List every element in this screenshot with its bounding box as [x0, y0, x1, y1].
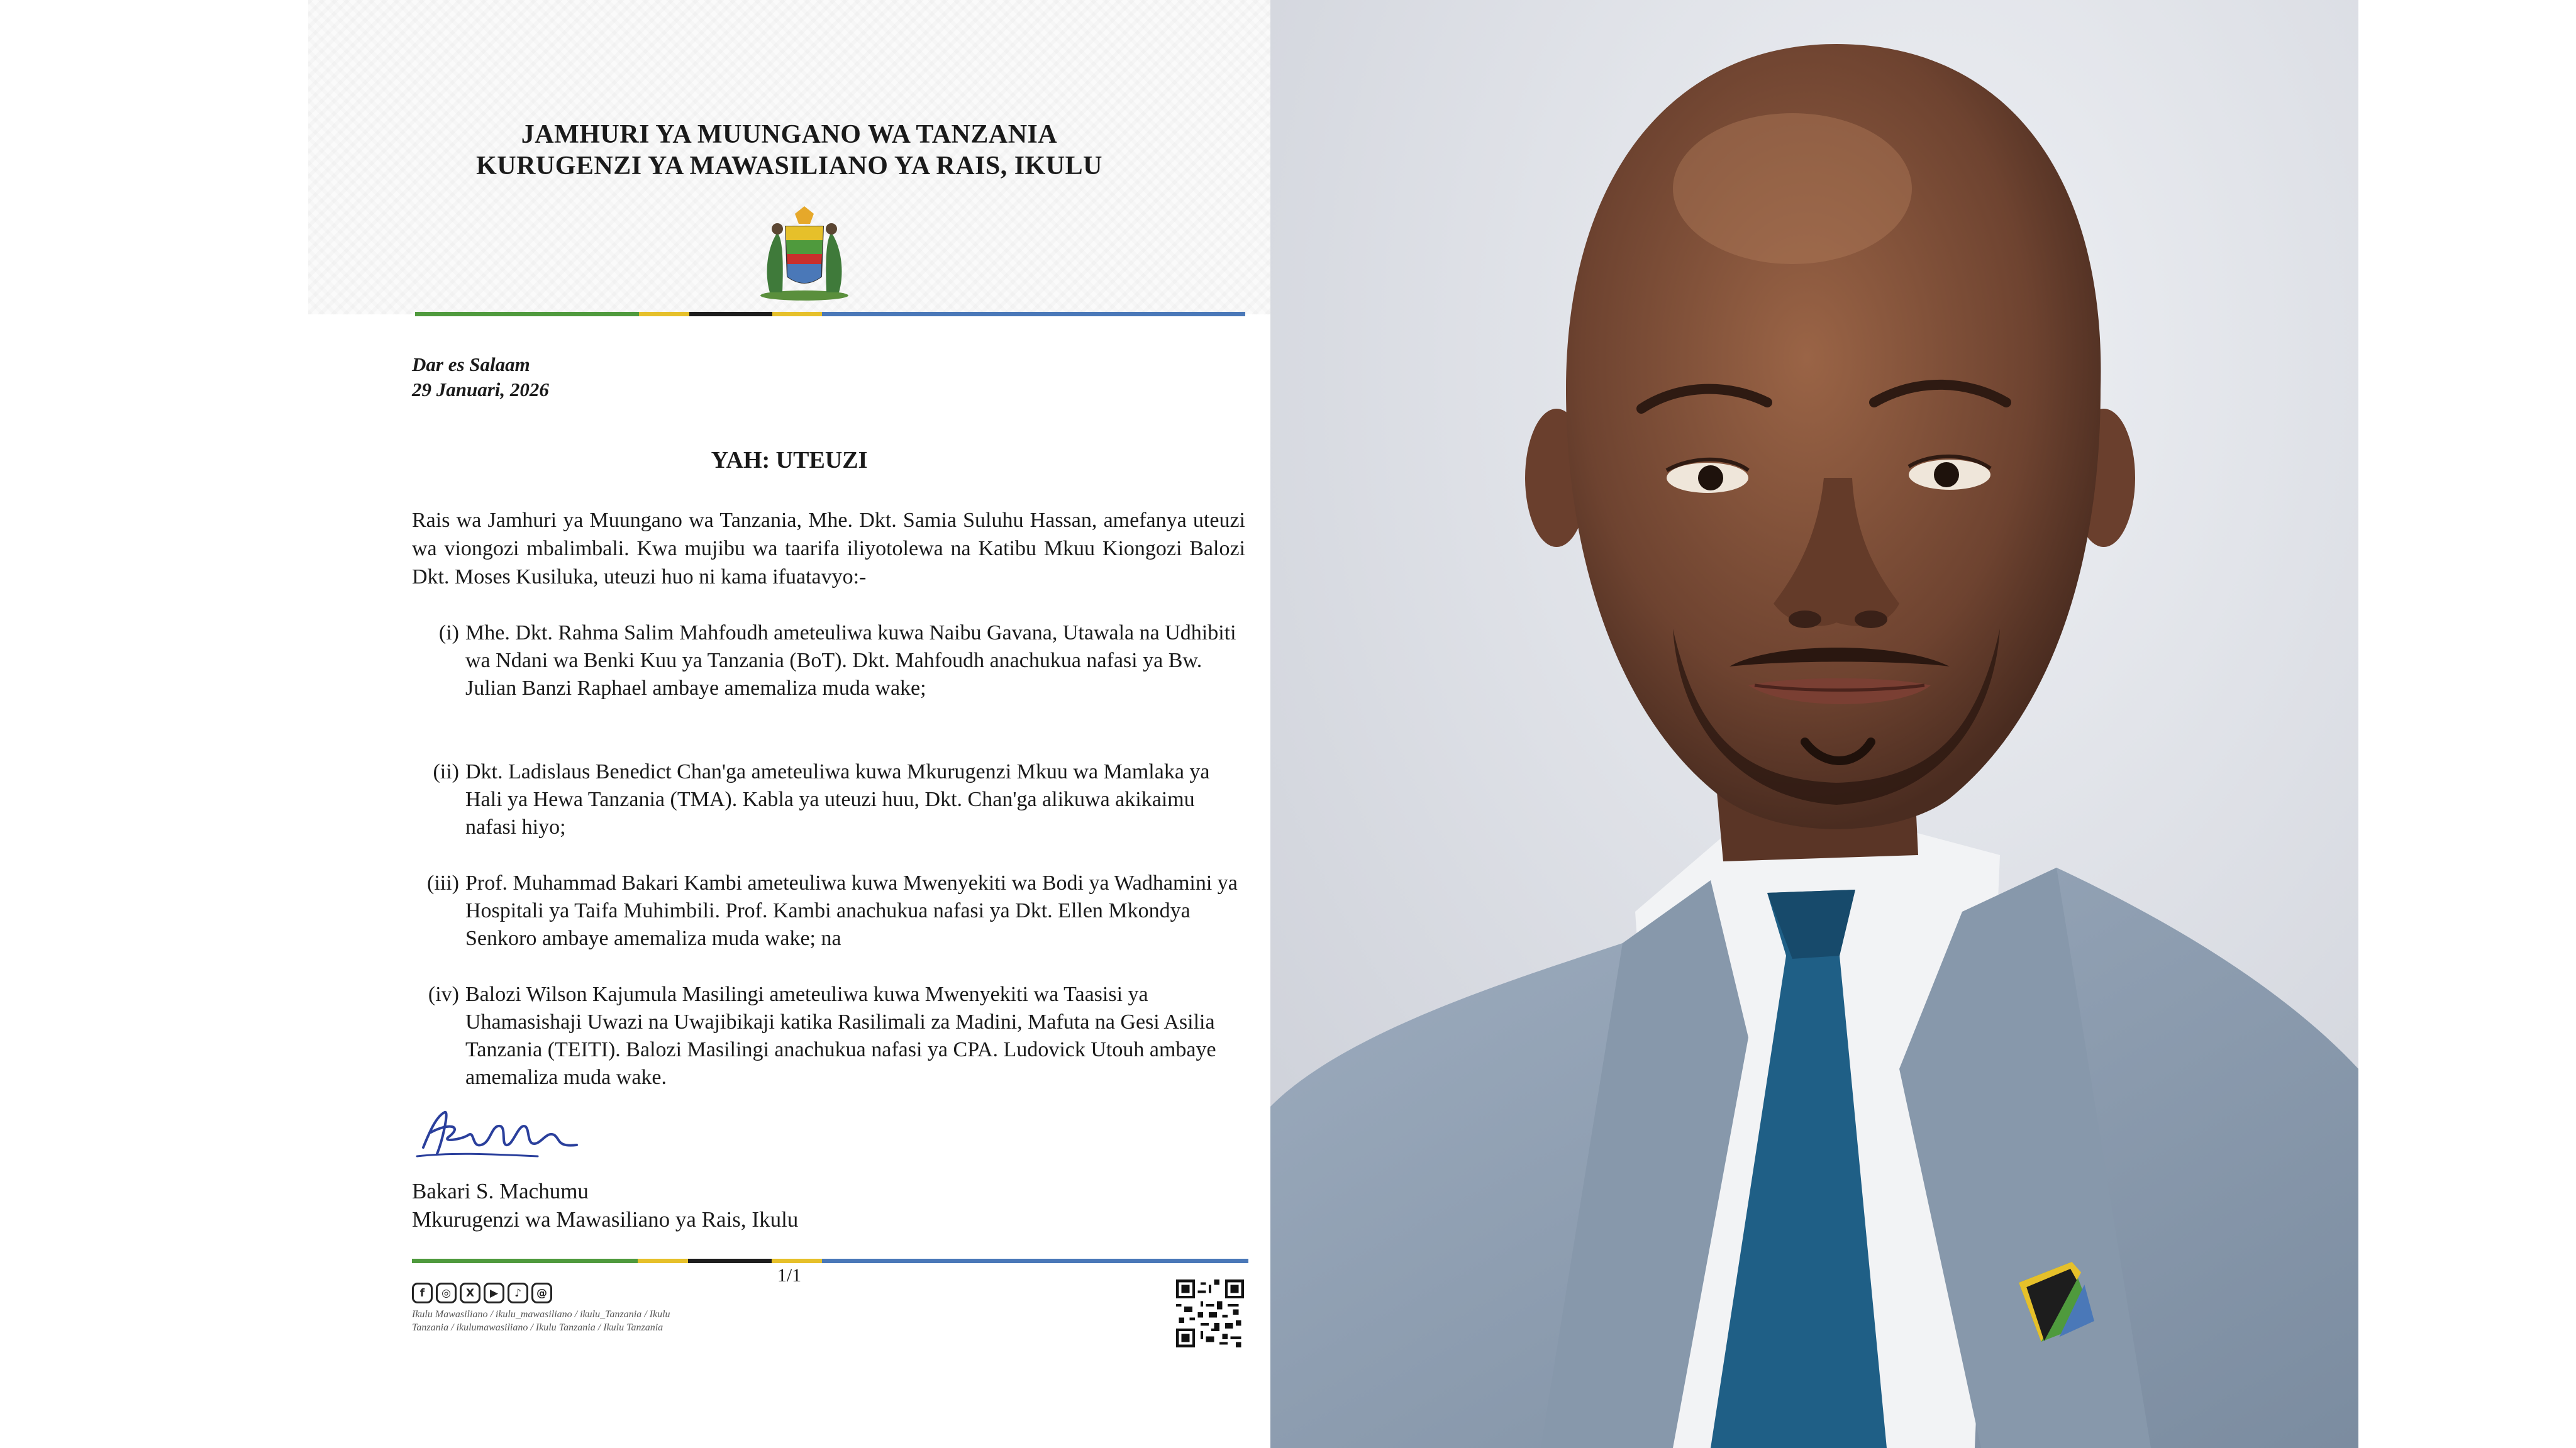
list-item-text: Dkt. Ladislaus Benedict Chan'ga ameteuliwa kuwa Mkurugenzi Mkuu wa Mamlaka ya Hali ya Hewa Tanzania (TMA). Kabla ya uteuzi huu, Dkt. Chan'ga alikuwa akikaimu nafasi hiyo;: [465, 760, 1210, 839]
letter-subject: YAH: UTEUZI: [711, 447, 868, 473]
tiktok-icon: ♪: [508, 1283, 528, 1303]
list-item-text: Prof. Muhammad Bakari Kambi ameteuliwa kuwa Mwenyekiti wa Bodi ya Wadhamini ya Hospitali ya Taifa Muhimbili. Prof. Kambi anachukua nafasi ya Dkt. Ellen Mkondya Senkoro ambaye amemaliza muda wake; na: [465, 871, 1238, 950]
flag-color-rule-top: [415, 312, 1245, 316]
handwritten-signature: [412, 1103, 582, 1163]
letterhead-subtitle: KURUGENZI YA MAWASILIANO YA RAIS, IKULU: [476, 152, 1102, 180]
youtube-icon: ▶: [484, 1283, 504, 1303]
list-item-text: Balozi Wilson Kajumula Masilingi ameteuliwa kuwa Mwenyekiti wa Taasisi ya Uhamasishaji Uwazi na Uwajibikaji katika Rasilimali za Madini, Mafuta na Gesi Asilia Tanzania (TEITI). Balozi Masilingi anachukua nafasi ya CPA. Ludovick Utouh ambaye amemaliza muda wake.: [465, 983, 1216, 1089]
signer-title: Mkurugenzi wa Mawasiliano ya Rais, Ikulu: [412, 1207, 799, 1232]
qr-code-icon: [1176, 1279, 1244, 1347]
x-icon: X: [460, 1283, 480, 1303]
social-media-icons: [412, 1283, 552, 1303]
portrait-photo: [1270, 0, 2358, 1448]
signer-name: Bakari S. Machumu: [412, 1179, 589, 1203]
facebook-icon: f: [412, 1283, 433, 1303]
instagram-icon: ◎: [436, 1283, 457, 1303]
letter-date: 29 Januari, 2026: [412, 379, 549, 401]
page-number: 1/1: [777, 1265, 802, 1286]
list-item-number: (iv): [428, 983, 459, 1006]
portrait-illustration: [1270, 0, 2358, 1448]
letterhead-title: JAMHURI YA MUUNGANO WA TANZANIA: [521, 120, 1058, 149]
list-item-number: (iii): [427, 871, 459, 895]
flag-color-rule-bottom: [412, 1259, 1248, 1263]
social-handles: Ikulu Mawasiliano / ikulu_mawasiliano / ikulu_Tanzania / Ikulu Tanzania / ikulumawasiliano / Ikulu Tanzania / Ikulu Tanzania: [412, 1309, 670, 1333]
letter-place: Dar es Salaam: [412, 353, 530, 375]
threads-icon: @: [531, 1283, 552, 1303]
press-release-document: [308, 0, 1270, 1448]
list-item-number: (ii): [433, 760, 459, 783]
intro-paragraph: Rais wa Jamhuri ya Muungano wa Tanzania, Mhe. Dkt. Samia Suluhu Hassan, amefanya uteuzi wa viongozi mbalimbali. Kwa mujibu wa taarifa iliyotolewa na Katibu Mkuu Kiongozi Balozi Dkt. Moses Kusiluka, uteuzi huo ni kama ifuatavyo:-: [412, 509, 1245, 589]
list-item-number: (i): [438, 621, 459, 644]
coat-of-arms-icon: [757, 201, 852, 302]
list-item-text: Mhe. Dkt. Rahma Salim Mahfoudh ameteuliwa kuwa Naibu Gavana, Utawala na Udhibiti wa Ndani wa Benki Kuu ya Tanzania (BoT). Dkt. Mahfoudh anachukua nafasi ya Bw. Julian Banzi Raphael ambaye amemaliza muda wake;: [465, 621, 1236, 700]
